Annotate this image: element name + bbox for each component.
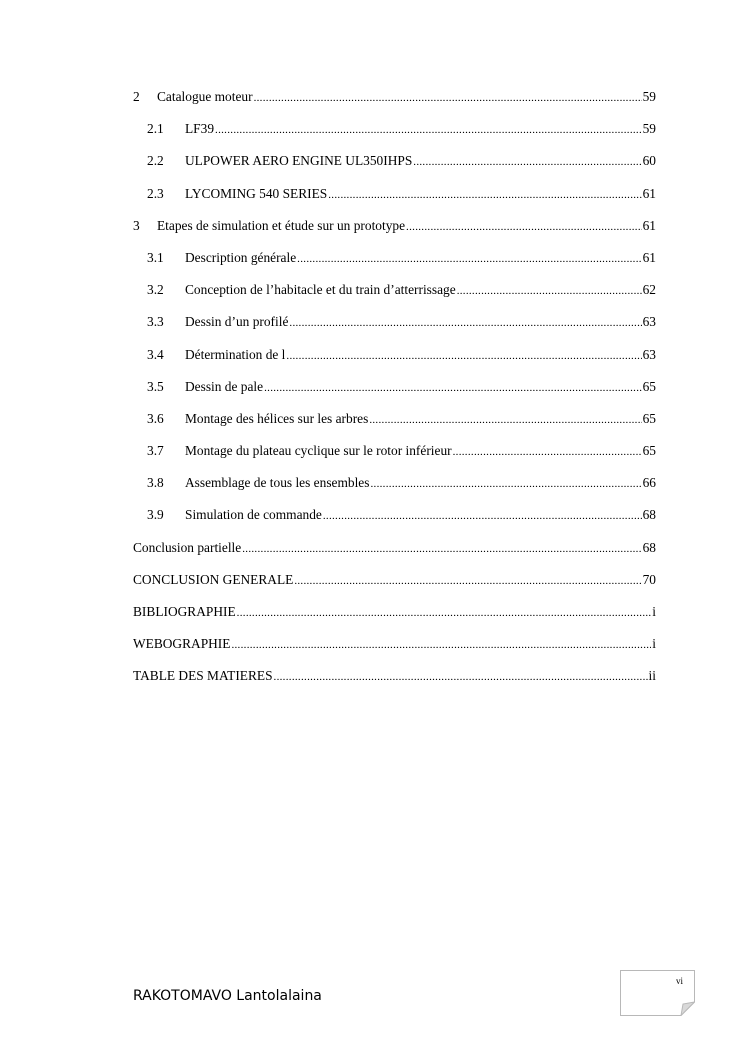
toc-entry[interactable] [133, 118, 656, 150]
toc-entry[interactable] [133, 601, 656, 633]
toc-entry-number: 3.7 [147, 443, 164, 459]
toc-entry-page: 65 [642, 443, 656, 459]
toc-entry[interactable] [133, 150, 656, 182]
toc-entry-title: Simulation de commande [185, 507, 322, 523]
toc-entry[interactable] [133, 279, 656, 311]
toc-entry-page: 61 [642, 249, 656, 265]
toc-entry-number: 3.5 [147, 378, 164, 394]
dot-leader [453, 440, 642, 463]
toc-entry[interactable] [133, 472, 656, 504]
toc-entry-number: 3.2 [147, 282, 164, 298]
toc-entry-page: i [652, 604, 656, 619]
toc-entry-title: Montage des hélices sur les arbres [185, 410, 369, 426]
dot-leader [289, 311, 641, 334]
toc-entry-title: Conclusion partielle [133, 539, 242, 555]
toc-entry[interactable] [133, 408, 656, 440]
dot-leader [370, 472, 641, 495]
toc-entry[interactable] [133, 376, 656, 408]
toc-entry[interactable] [133, 311, 656, 343]
dot-leader [286, 344, 641, 367]
dot-leader [369, 408, 641, 431]
dot-leader [254, 86, 642, 109]
toc-entry-number: 2.2 [147, 153, 164, 169]
toc-entry-number: 3.6 [147, 410, 164, 426]
toc-entry[interactable] [133, 344, 656, 376]
toc-entry-title: Catalogue moteur [157, 89, 253, 104]
toc-entry-page: i [652, 636, 656, 652]
dot-leader [328, 183, 641, 206]
toc-entry[interactable] [133, 440, 656, 472]
toc-entry[interactable] [133, 86, 656, 118]
dot-leader [237, 601, 652, 624]
dot-leader [274, 665, 648, 688]
toc-entry-number: 2 [133, 89, 140, 104]
dot-leader [297, 247, 641, 270]
table-of-contents [133, 86, 656, 698]
toc-entry[interactable] [133, 247, 656, 279]
toc-entry-title: Conception de l’habitacle et du train d’atterrissage [185, 282, 456, 298]
page-number-note [620, 970, 695, 1016]
toc-entry-page: 65 [642, 410, 656, 426]
toc-entry-number: 3.1 [147, 249, 164, 265]
footer-author: RAKOTOMAVO Lantolalaina [133, 988, 322, 1004]
toc-entry-page: 63 [642, 314, 656, 330]
toc-entry-title: Montage du plateau cyclique sur le rotor inférieur [185, 443, 452, 459]
toc-entry-number: 3.8 [147, 475, 164, 491]
toc-entry-page: 65 [642, 378, 656, 394]
toc-entry-number: 2.3 [147, 185, 164, 201]
dot-leader [406, 215, 642, 238]
toc-entry-number: 2.1 [147, 121, 164, 137]
toc-entry-page: 66 [642, 475, 656, 491]
dot-leader [323, 504, 642, 527]
toc-entry-title: LF39 [185, 121, 215, 137]
toc-entry-title: Assemblage de tous les ensembles [185, 475, 370, 491]
toc-entry-page: 59 [642, 121, 656, 137]
toc-entry[interactable] [133, 665, 656, 697]
toc-entry-title: CONCLUSION GENERALE [133, 571, 294, 587]
toc-entry-page: 60 [642, 153, 656, 169]
toc-entry[interactable] [133, 215, 656, 247]
dot-leader [294, 569, 641, 592]
toc-entry-title: Dessin d’un profilé [185, 314, 289, 330]
toc-entry-title: BIBLIOGRAPHIE [133, 604, 236, 619]
dot-leader [413, 150, 641, 173]
folded-corner-note-icon [620, 970, 695, 1016]
toc-entry-page: 61 [642, 185, 656, 201]
dot-leader [457, 279, 642, 302]
toc-entry-page: 68 [642, 539, 656, 555]
toc-entry-number: 3.3 [147, 314, 164, 330]
toc-entry-page: 59 [642, 89, 656, 104]
toc-entry-title: TABLE DES MATIERES [133, 668, 273, 684]
toc-entry-page: 62 [642, 282, 656, 298]
toc-entry[interactable] [133, 569, 656, 601]
toc-entry[interactable] [133, 537, 656, 569]
toc-entry-title: Détermination de l [185, 346, 286, 362]
toc-entry-title: WEBOGRAPHIE [133, 636, 231, 652]
toc-entry-number: 3.9 [147, 507, 164, 523]
page-number: vi [675, 976, 683, 986]
dot-leader [215, 118, 642, 141]
toc-entry-title: Etapes de simulation et étude sur un prototype [157, 217, 406, 233]
toc-entry-page: 63 [642, 346, 656, 362]
dot-leader [242, 537, 641, 560]
toc-entry[interactable] [133, 183, 656, 215]
toc-entry-page: 68 [642, 507, 656, 523]
toc-entry-number: 3 [133, 217, 140, 233]
toc-entry[interactable] [133, 504, 656, 536]
toc-entry-title: Dessin de pale [185, 378, 264, 394]
toc-entry-number: 3.4 [147, 346, 164, 362]
toc-entry-title: Description générale [185, 249, 297, 265]
dot-leader [264, 376, 642, 399]
toc-entry-page: ii [648, 668, 656, 684]
toc-entry-title: LYCOMING 540 SERIES [185, 185, 328, 201]
toc-entry-page: 61 [642, 217, 656, 233]
toc-entry[interactable] [133, 633, 656, 665]
toc-entry-page: 70 [642, 571, 656, 587]
toc-entry-title: ULPOWER AERO ENGINE UL350IHPS [185, 153, 413, 169]
dot-leader [231, 633, 651, 656]
